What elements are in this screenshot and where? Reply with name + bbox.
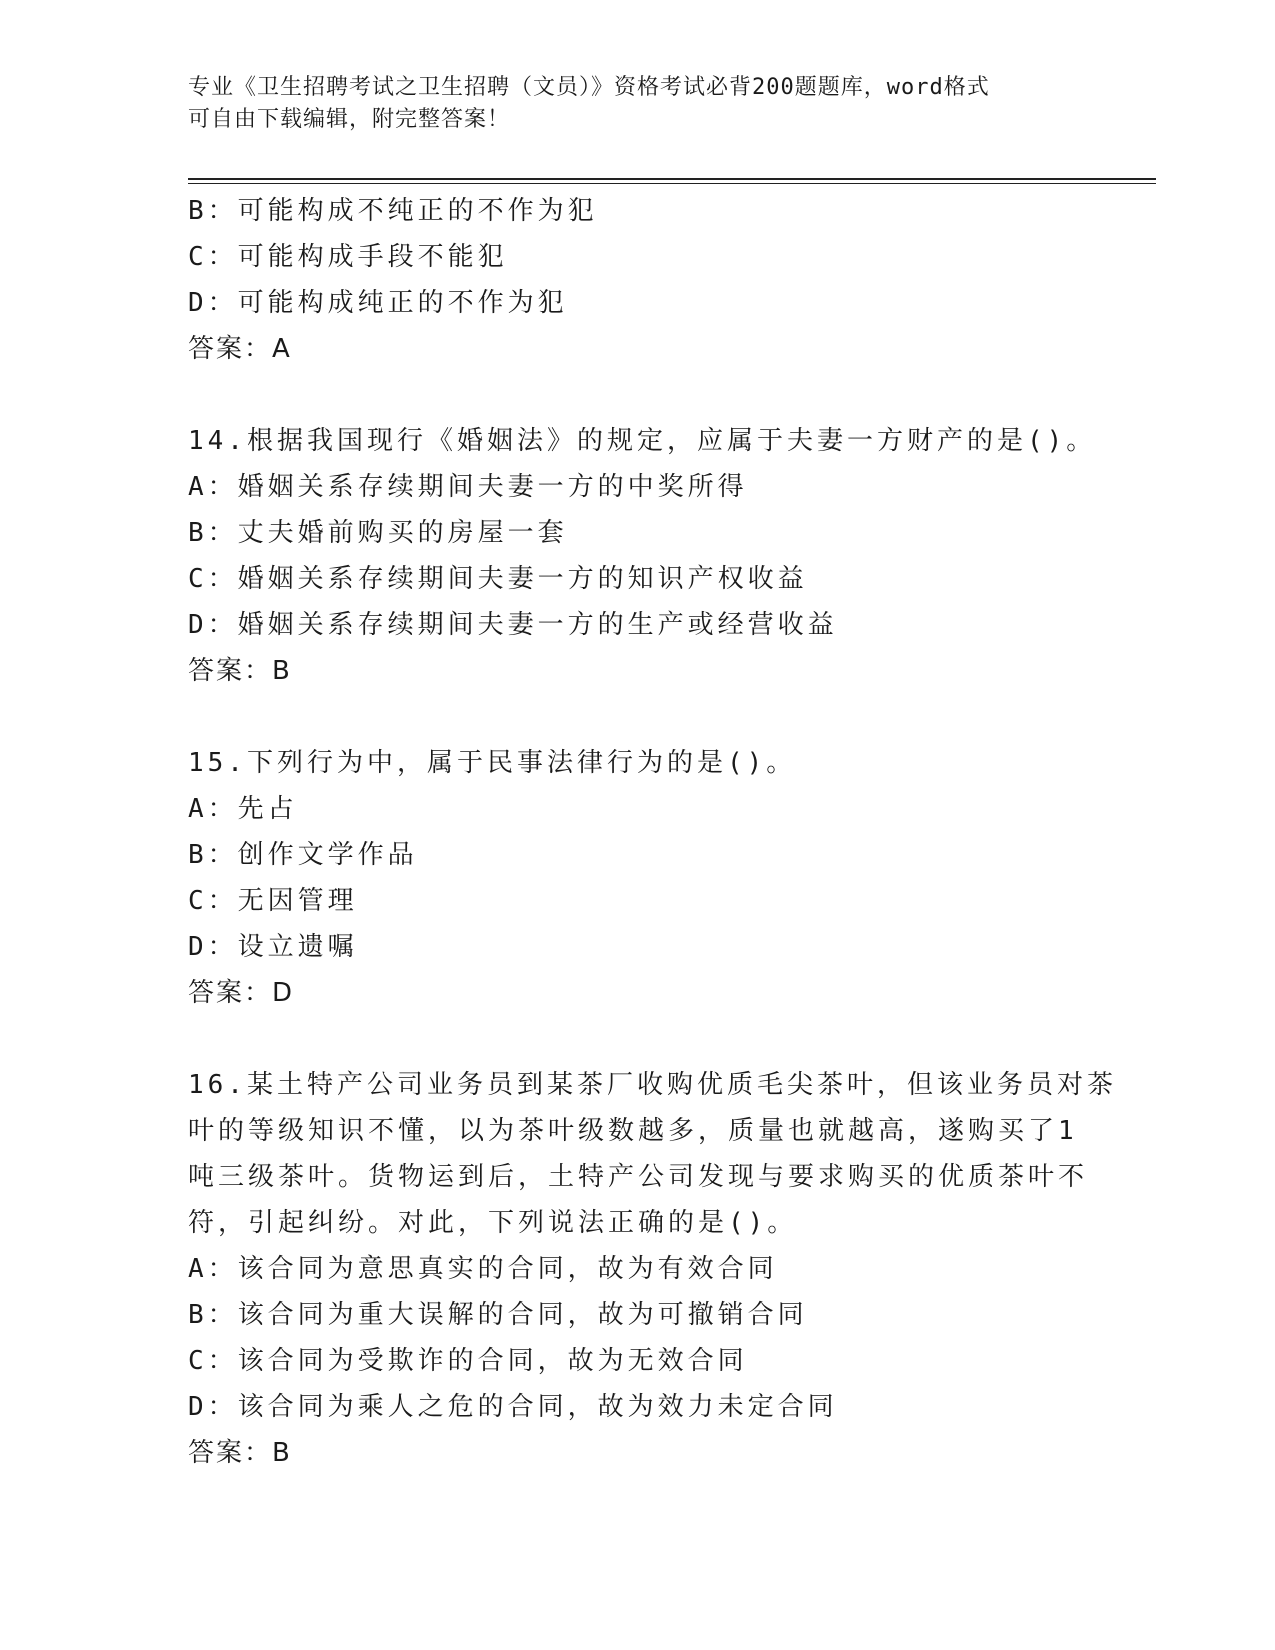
spacer: [188, 694, 1088, 740]
document-header: [188, 72, 1088, 136]
question-15: [188, 740, 1088, 1016]
answer: 答案：B: [188, 656, 292, 686]
option-c: C：可能构成手段不能犯: [188, 242, 508, 272]
question-14: [188, 418, 1097, 694]
header-divider: [188, 178, 1156, 184]
answer: 答案：D: [188, 978, 295, 1008]
option-a: A：婚姻关系存续期间夫妻一方的中奖所得: [188, 472, 748, 502]
question-13: [188, 188, 1088, 372]
header-line-1: 专业《卫生招聘考试之卫生招聘（文员）》资格考试必背200题题库，word格式: [188, 75, 990, 100]
answer: 答案：A: [188, 334, 292, 364]
option-c: C：无因管理: [188, 886, 358, 916]
option-b: B：创作文学作品: [188, 840, 418, 870]
option-b: B：可能构成不纯正的不作为犯: [188, 196, 598, 226]
option-d: D：该合同为乘人之危的合同，故为效力未定合同: [188, 1392, 838, 1422]
spacer: [188, 372, 1088, 418]
option-d: D：可能构成纯正的不作为犯: [188, 288, 568, 318]
question-16: [188, 1062, 1117, 1476]
question-text: 15.下列行为中，属于民事法律行为的是()。: [188, 748, 797, 778]
answer: 答案：B: [188, 1438, 292, 1468]
option-c: C：该合同为受欺诈的合同，故为无效合同: [188, 1346, 748, 1376]
option-d: D：设立遗嘱: [188, 932, 358, 962]
option-c: C：婚姻关系存续期间夫妻一方的知识产权收益: [188, 564, 808, 594]
question-text: 14.根据我国现行《婚姻法》的规定，应属于夫妻一方财产的是()。: [188, 426, 1097, 456]
option-a: A：先占: [188, 794, 298, 824]
option-b: B：丈夫婚前购买的房屋一套: [188, 518, 568, 548]
question-text-line-4: 符，引起纠纷。对此，下列说法正确的是()。: [188, 1208, 798, 1238]
question-text-line-2: 叶的等级知识不懂，以为茶叶级数越多，质量也就越高，遂购买了1: [188, 1116, 1078, 1146]
question-list: [188, 188, 1117, 1476]
option-a: A：该合同为意思真实的合同，故为有效合同: [188, 1254, 778, 1284]
header-line-2: 可自由下载编辑，附完整答案！: [188, 107, 511, 132]
question-text-line-3: 吨三级茶叶。货物运到后，土特产公司发现与要求购买的优质茶叶不: [188, 1162, 1089, 1192]
question-text-line-1: 16.某土特产公司业务员到某茶厂收购优质毛尖茶叶，但该业务员对茶: [188, 1070, 1117, 1100]
option-b: B：该合同为重大误解的合同，故为可撤销合同: [188, 1300, 808, 1330]
spacer: [188, 1016, 1088, 1062]
option-d: D：婚姻关系存续期间夫妻一方的生产或经营收益: [188, 610, 838, 640]
